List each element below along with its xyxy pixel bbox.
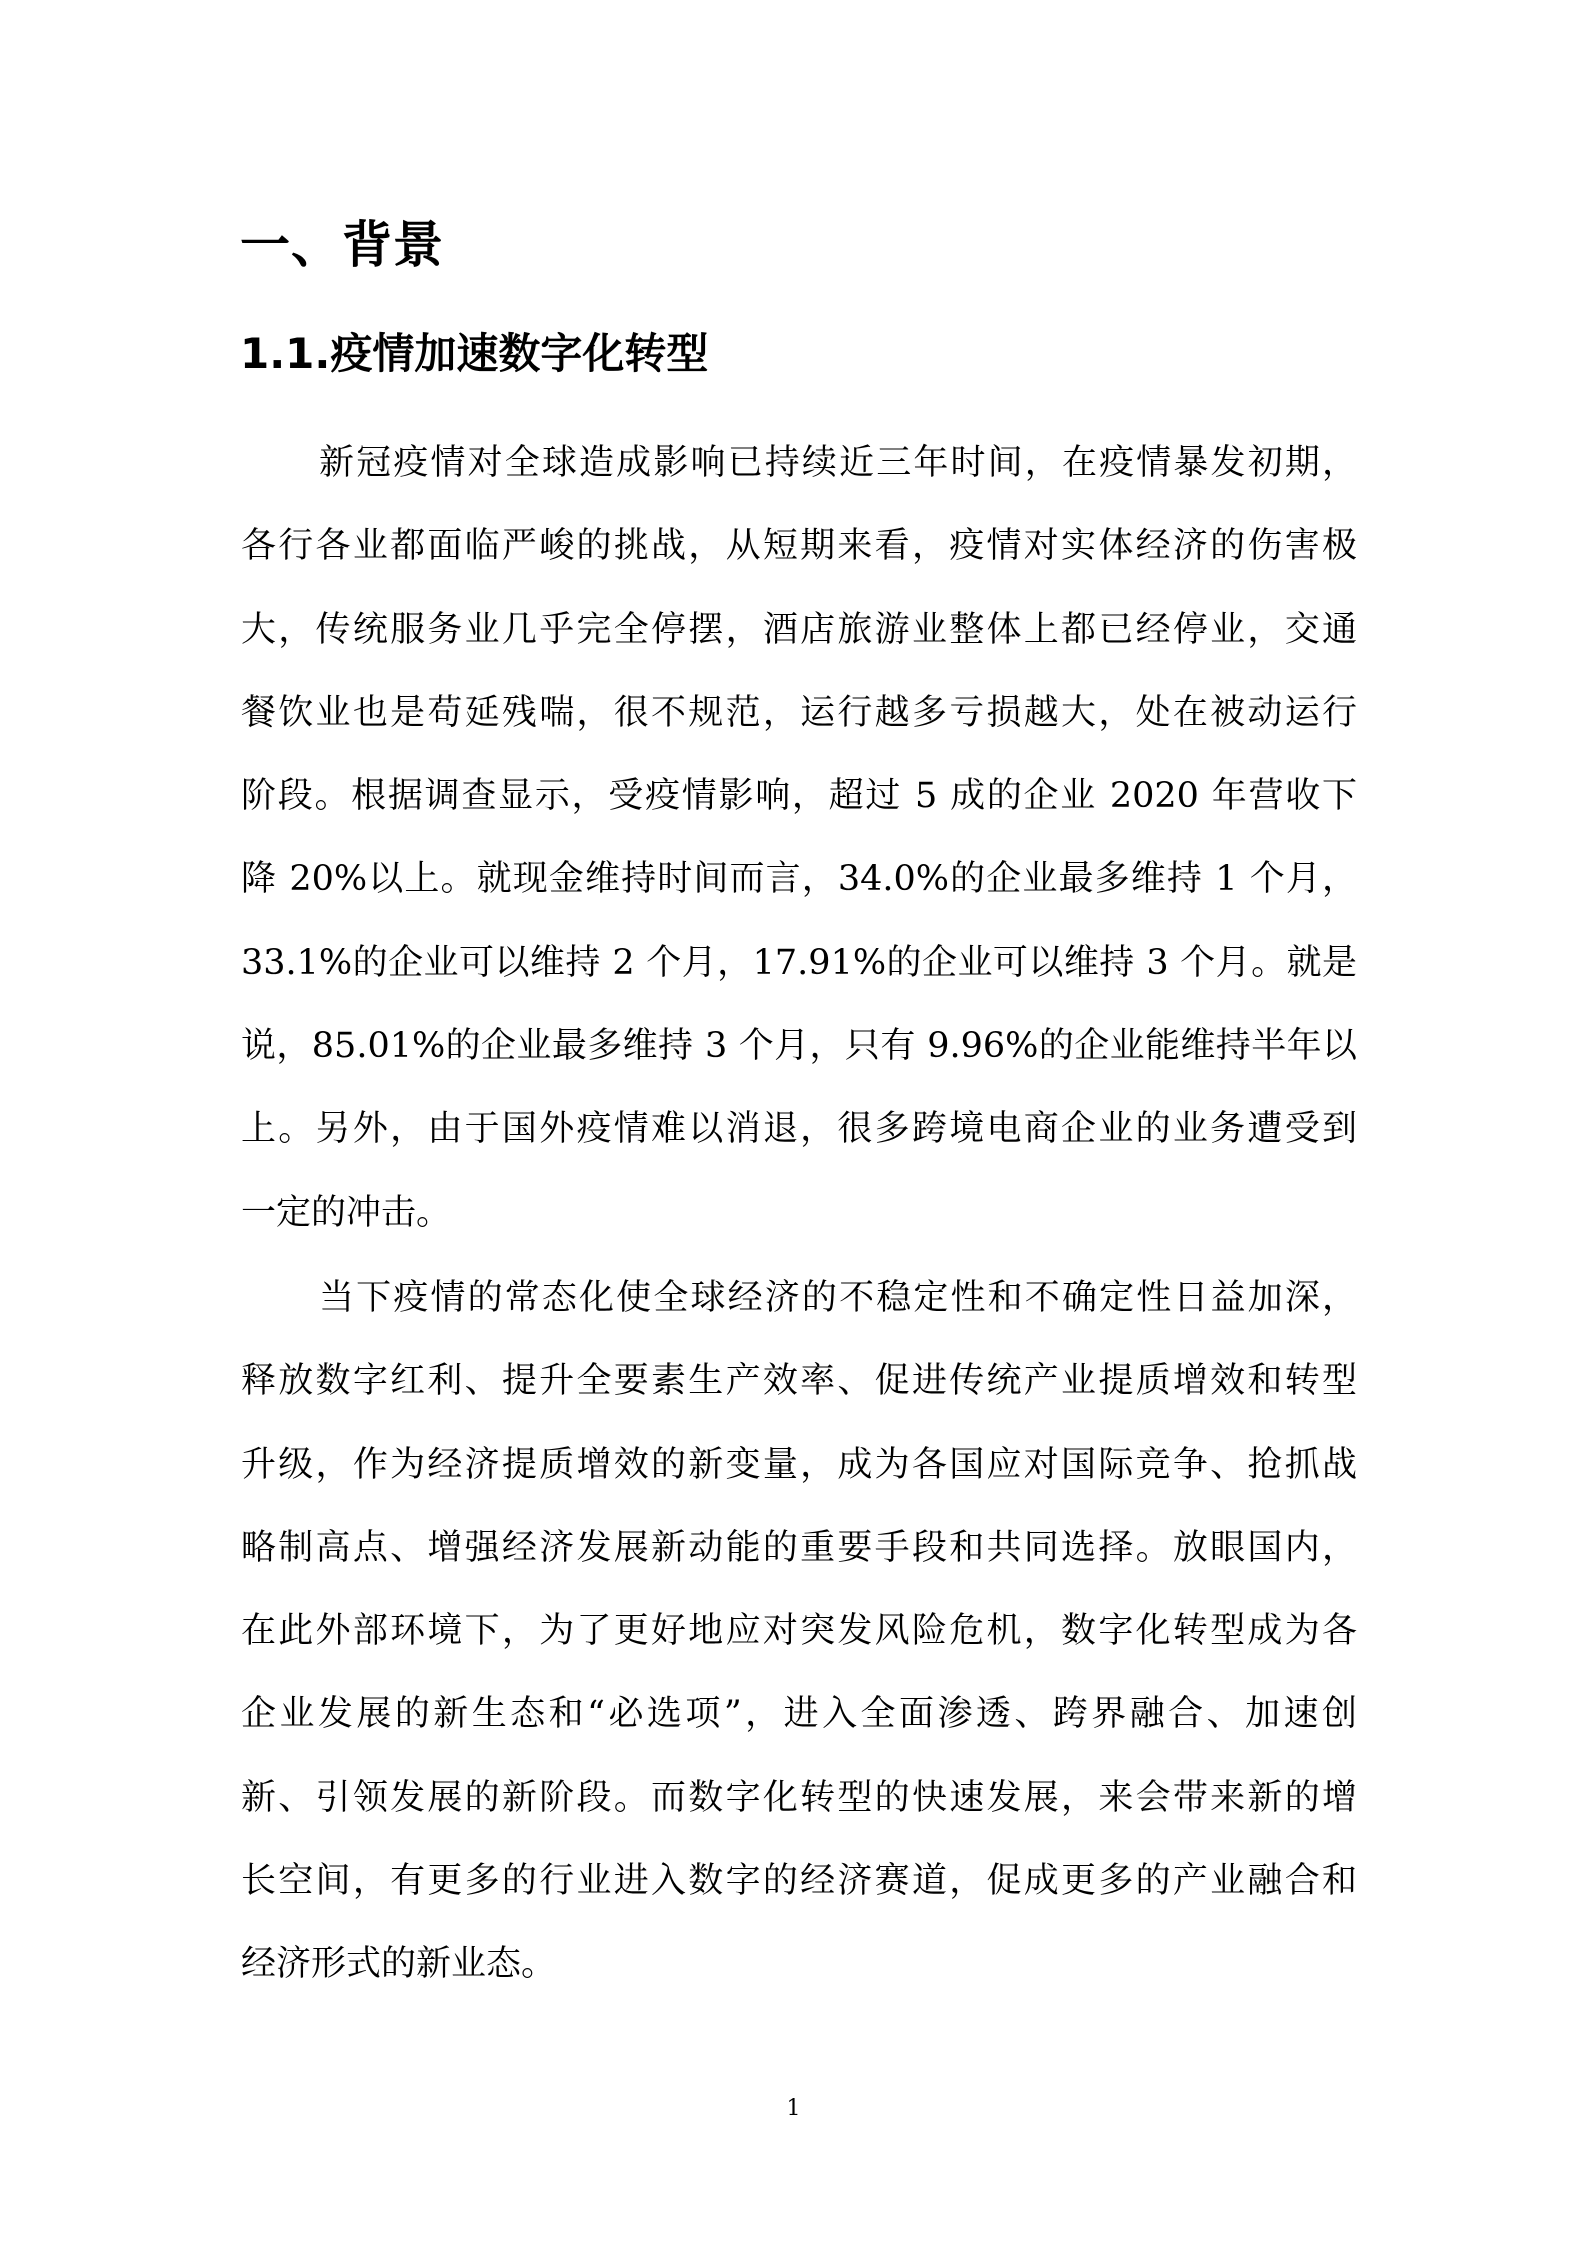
paragraph-line: 各行各业都面临严峻的挑战，从短期来看，疫情对实体经济的伤害极 (241, 526, 1357, 567)
paragraph-line: 新冠疫情对全球造成影响已持续近三年时间，在疫情暴发初期， (319, 443, 1357, 483)
paragraph-line: 当下疫情的常态化使全球经济的不稳定性和不确定性日益加深， (319, 1278, 1357, 1318)
paragraph-line: 企业发展的新生态和“必选项”，进入全面渗透、跨界融合、加速创 (241, 1694, 1357, 1735)
paragraph-line: 说，85.01%的企业最多维持 3 个月，只有 9.96%的企业能维持半年以 (241, 1026, 1357, 1067)
paragraph-line: 降 20%以上。就现金维持时间而言，34.0%的企业最多维持 1 个月， (241, 859, 1357, 900)
paragraph-line: 上。另外，由于国外疫情难以消退，很多跨境电商企业的业务遭受到 (241, 1109, 1357, 1150)
paragraph-line: 大，传统服务业几乎完全停摆，酒店旅游业整体上都已经停业，交通 (241, 609, 1357, 650)
paragraph-line: 一定的冲击。 (241, 1192, 452, 1233)
page-number: 1 (786, 2096, 801, 2121)
paragraph-line: 释放数字红利、提升全要素生产效率、促进传统产业提质增效和转型 (241, 1361, 1357, 1402)
paragraph-line: 长空间，有更多的行业进入数字的经济赛道，促成更多的产业融合和 (241, 1861, 1357, 1902)
paragraph-line: 在此外部环境下，为了更好地应对突发风险危机，数字化转型成为各 (241, 1611, 1357, 1652)
section-heading: 一、背景 (240, 216, 444, 274)
paragraph-2 (241, 1257, 1357, 2007)
paragraph-line: 升级，作为经济提质增效的新变量，成为各国应对国际竞争、抢抓战 (241, 1444, 1357, 1485)
subsection-heading: 1.1.疫情加速数字化转型 (240, 329, 709, 378)
paragraph-line: 33.1%的企业可以维持 2 个月，17.91%的企业可以维持 3 个月。就是 (241, 942, 1357, 983)
paragraph-1 (241, 422, 1357, 1255)
paragraph-line: 略制高点、增强经济发展新动能的重要手段和共同选择。放眼国内， (241, 1527, 1357, 1568)
paragraph-line: 餐饮业也是苟延残喘，很不规范，运行越多亏损越大，处在被动运行 (241, 692, 1357, 733)
paragraph-line: 新、引领发展的新阶段。而数字化转型的快速发展，来会带来新的增 (241, 1777, 1357, 1818)
paragraph-line: 阶段。根据调查显示，受疫情影响，超过 5 成的企业 2020 年营收下 (241, 776, 1357, 817)
paragraph-line: 经济形式的新业态。 (241, 1944, 557, 1985)
